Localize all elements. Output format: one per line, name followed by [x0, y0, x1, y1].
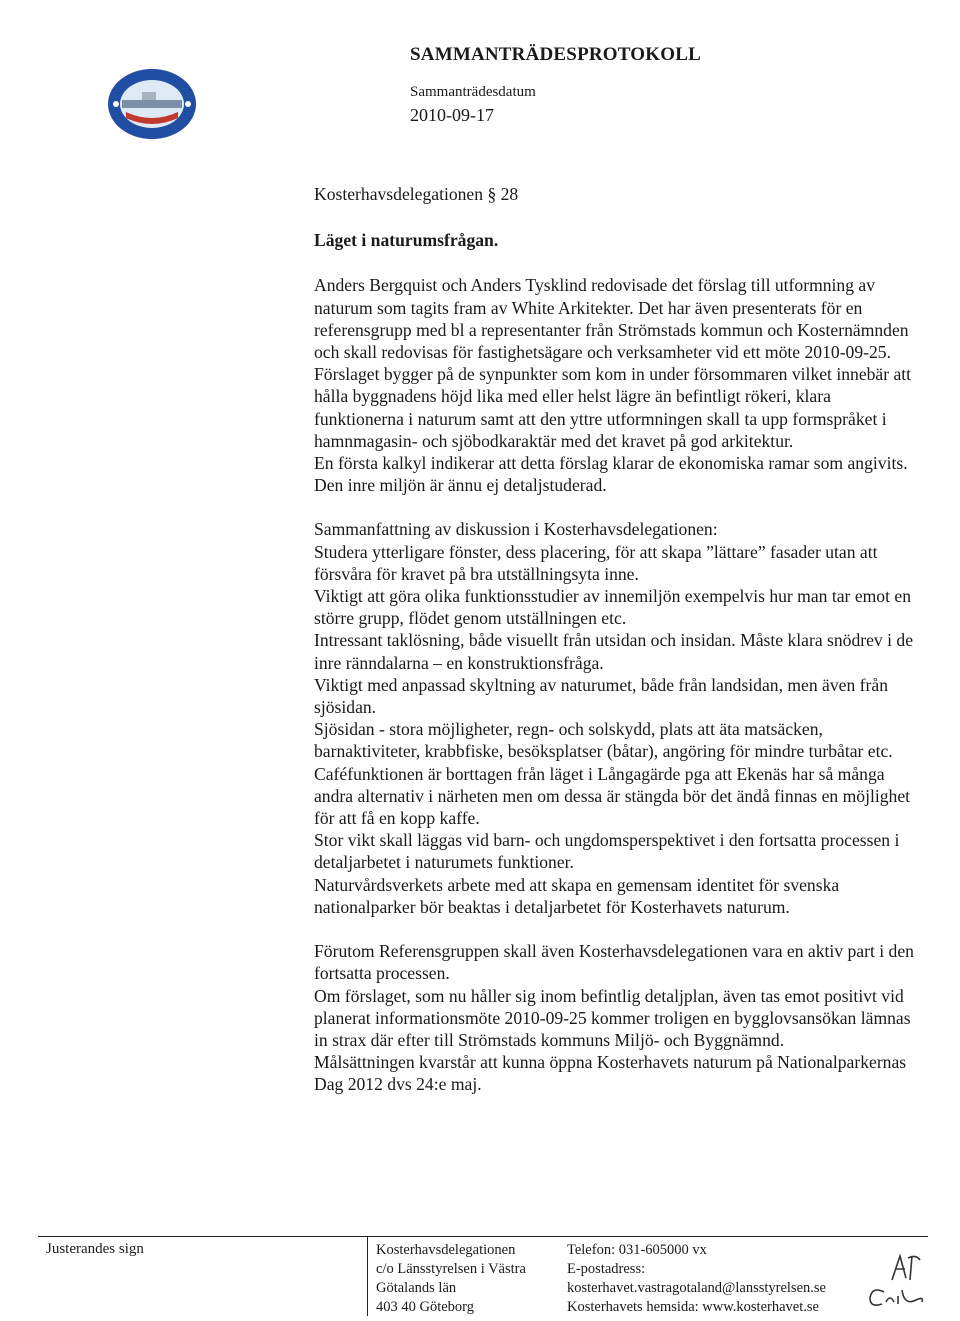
justerandes-sign-label: Justerandes sign: [46, 1241, 144, 1257]
footer-rule: [38, 1236, 928, 1237]
spacer: [314, 918, 914, 940]
discussion-point: Viktigt att göra olika funktionsstudier av innemiljön exempelvis hur man tar emot en större grupp, flödet genom utställningen etc.: [314, 586, 912, 629]
paragraph-line: Anders Bergquist och Anders Tysklind redovisade det förslag till utformning av naturum som tagits fram av White Arkitekter. Det har även presenterats för en referensgrupp med bl a representanter från Strömstads kommun och Kosternämnden och skall redovisas för fastighetsägare och verksamheter vid ett möte 2010-09-25.: [314, 275, 909, 363]
phone-number: Telefon: 031-605000 vx: [567, 1242, 707, 1258]
discussion-point: Stor vikt skall läggas vid barn- och ungdomsperspektivet i den fortsatta processen i detaljarbetet i naturumets funktioner.: [314, 830, 900, 873]
handwritten-initials-icon: [862, 1250, 932, 1310]
discussion-point: Caféfunktionen är borttagen från läget i Långagärde pga att Ekenäs har så många andra alternativ i närheten men om dessa är stängda bör det ändå finnas en möjlighet för att få en kopp kaffe.: [314, 763, 911, 829]
org-line: c/o Länsstyrelsen i Västra: [376, 1261, 526, 1277]
document-body: [314, 183, 914, 1096]
document-header: [410, 44, 701, 126]
footer-divider: [367, 1236, 368, 1316]
discussion-point: Intressant taklösning, både visuellt från utsidan och insidan. Måste klara snödrev i de inre ränndalarna – en konstruktionsfråga.: [314, 630, 914, 673]
paragraph-line: Förslaget bygger på de synpunkter som kom in under försommaren vilket innebär att hålla byggnadens höjd lika med eller helst lägre än befintligt rökeri, klara funktionerna i naturum samt att den yttre utformningen skall ta upp formspråket i hamnmagasin- och sjöbodkaraktär med det kravet på god arkitektur.: [314, 364, 912, 451]
discussion-point: Studera ytterligare fönster, dess placering, för att skapa ”lättare” fasader utan att försvåra för kravet på bra utställningsyta inne.: [314, 541, 878, 584]
paragraph-line: Den inre miljön är ännu ej detaljstuderad.: [314, 475, 607, 496]
meeting-date-label: Sammanträdesdatum: [410, 84, 536, 100]
email-label: E-postadress:: [567, 1261, 646, 1277]
email-link[interactable]: kosterhavet.vastragotaland@lansstyrelsen.se: [567, 1280, 826, 1296]
section-reference: Kosterhavsdelegationen § 28: [314, 184, 519, 204]
footer-organization: [376, 1241, 526, 1317]
document-title: SAMMANTRÄDESPROTOKOLL: [410, 44, 701, 65]
discussion-point: Sjösidan - stora möjligheter, regn- och solskydd, plats att äta matsäcken, barnaktiviteter, krabbfiske, besöksplatser (båtar), angöring för mindre turbåtar etc.: [314, 719, 893, 762]
paragraph-line: Förutom Referensgruppen skall även Kosterhavsdelegationen vara en aktiv part i den fortsatta processen.: [314, 941, 914, 984]
paragraph-line: Målsättningen kvarstår att kunna öppna Kosterhavets naturum på Nationalparkernas Dag 2012 dvs 24:e maj.: [314, 1052, 907, 1095]
org-line: 403 40 Göteborg: [376, 1299, 475, 1315]
paragraph-line: Om förslaget, som nu håller sig inom befintlig detaljplan, även tas emot positivt vid planerat informationsmöte 2010-09-25 kommer troligen en bygglovsansökan lämnas in strax där efter till Strömstads kommuns Miljö- och Byggnämnd.: [314, 985, 911, 1050]
footer-contact: [567, 1241, 826, 1317]
org-line: Götalands län: [376, 1280, 457, 1296]
discussion-summary-heading: Sammanfattning av diskussion i Kosterhavsdelegationen:: [314, 519, 718, 540]
paragraph-line: En första kalkyl indikerar att detta förslag klarar de ekonomiska ramar som angivits.: [314, 453, 908, 474]
discussion-point: Naturvårdsverkets arbete med att skapa en gemensam identitet för svenska nationalparker bör beaktas i detaljarbetet för Kosterhavets naturum.: [314, 874, 840, 917]
website-link[interactable]: Kosterhavets hemsida: www.kosterhavet.se: [567, 1299, 819, 1315]
meeting-date-value: 2010-09-17: [410, 105, 494, 125]
org-line: Kosterhavsdelegationen: [376, 1242, 516, 1258]
section-heading: Läget i naturumsfrågan.: [314, 230, 499, 251]
spacer: [314, 496, 914, 518]
discussion-point: Viktigt med anpassad skyltning av naturumet, både från landsidan, men även från sjösidan.: [314, 674, 888, 718]
kosterhavets-nationalpark-logo-icon: [104, 66, 200, 142]
